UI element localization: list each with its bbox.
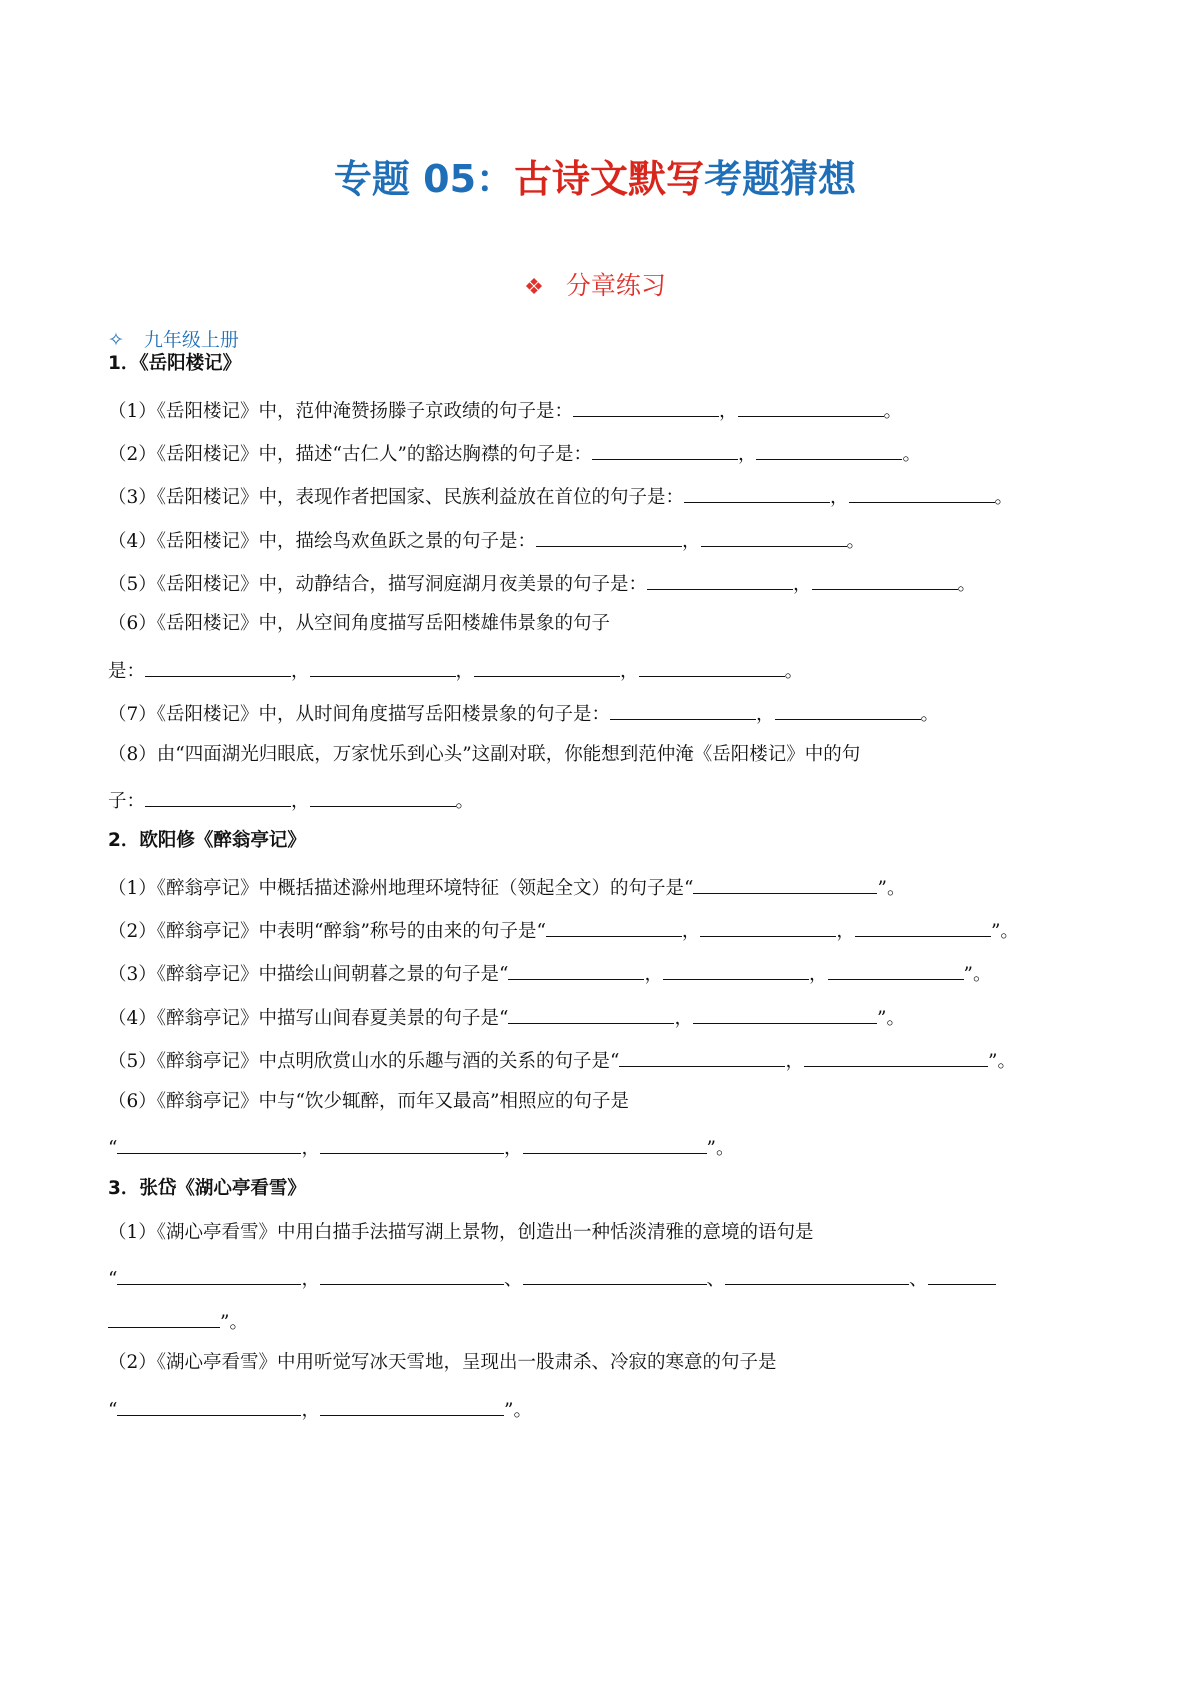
pause-mark: 、 xyxy=(503,1269,523,1290)
question-1-3 xyxy=(108,482,1013,510)
comma: ， xyxy=(681,921,701,942)
answer-blank[interactable] xyxy=(573,396,719,417)
grade-title: 九年级上册 xyxy=(143,329,239,351)
section-heading xyxy=(0,266,1190,302)
section-1-heading: 1．《岳阳楼记》 xyxy=(108,353,242,374)
open-quote: “ xyxy=(108,1269,118,1290)
sparkle-icon: ✧ xyxy=(108,329,124,351)
question-text: （3）《岳阳楼记》中，表现作者把国家、民族利益放在首位的句子是： xyxy=(108,487,685,508)
answer-blank[interactable] xyxy=(684,482,830,503)
answer-blank[interactable] xyxy=(523,1133,707,1154)
question-1-5 xyxy=(108,569,976,597)
question-text: 子： xyxy=(108,791,146,812)
question-3-1-answers xyxy=(108,1264,996,1292)
question-2-1 xyxy=(108,873,905,901)
comma: ， xyxy=(620,661,639,682)
question-text: （2）《醉翁亭记》中表明“醉翁”称号的由来的句子是“ xyxy=(108,921,546,942)
comma: ， xyxy=(301,1138,320,1159)
answer-blank[interactable] xyxy=(145,656,291,677)
answer-blank[interactable] xyxy=(700,916,836,937)
pause-mark: 、 xyxy=(706,1269,726,1290)
question-text: （2）《岳阳楼记》中，描述“古仁人”的豁达胸襟的句子是： xyxy=(108,444,592,465)
title-part-3: 考题猜想 xyxy=(704,157,857,201)
comma: ， xyxy=(682,531,701,552)
comma: ， xyxy=(719,401,738,422)
close-quote: ”。 xyxy=(706,1138,735,1159)
question-3-2-answers xyxy=(108,1395,532,1423)
answer-blank[interactable] xyxy=(508,959,644,980)
comma: ， xyxy=(455,661,475,682)
comma: ， xyxy=(644,964,663,985)
period: 。 xyxy=(846,531,866,552)
question-1-8-answers xyxy=(108,786,474,814)
answer-blank[interactable] xyxy=(812,569,958,590)
comma: ， xyxy=(737,444,757,465)
section-title: 分章练习 xyxy=(565,271,666,300)
answer-blank[interactable] xyxy=(756,439,902,460)
comma: ， xyxy=(809,964,828,985)
period: 。 xyxy=(784,661,804,682)
question-3-1-text: （1）《湖心亭看雪》中用白描手法描写湖上景物，创造出一种恬淡清雅的意境的语句是 xyxy=(108,1222,814,1243)
answer-blank[interactable] xyxy=(523,1264,707,1285)
question-text: （1）《醉翁亭记》中概括描述滁州地理环境特征（领起全文）的句子是“ xyxy=(108,878,694,899)
answer-blank[interactable] xyxy=(320,1133,504,1154)
question-1-4 xyxy=(108,526,865,554)
comma: ， xyxy=(830,487,849,508)
answer-blank[interactable] xyxy=(310,786,456,807)
answer-blank[interactable] xyxy=(849,482,995,503)
question-1-7 xyxy=(108,699,939,727)
question-1-6-answers xyxy=(108,656,803,684)
answer-blank[interactable] xyxy=(145,786,291,807)
answer-blank[interactable] xyxy=(725,1264,909,1285)
comma: ， xyxy=(503,1138,523,1159)
comma: ， xyxy=(301,1269,320,1290)
question-2-6-text: （6）《醉翁亭记》中与“饮少辄醉，而年又最高”相照应的句子是 xyxy=(108,1091,629,1112)
question-2-4 xyxy=(108,1003,905,1031)
open-quote: “ xyxy=(108,1400,118,1421)
period: 。 xyxy=(455,791,475,812)
section-2-heading: 2．欧阳修《醉翁亭记》 xyxy=(108,830,306,851)
question-text: （4）《岳阳楼记》中，描绘鸟欢鱼跃之景的句子是： xyxy=(108,531,537,552)
question-text: （7）《岳阳楼记》中，从时间角度描写岳阳楼景象的句子是： xyxy=(108,704,611,725)
question-1-8-text: （8）由“四面湖光归眼底，万家忧乐到心头”这副对联，你能想到范仲淹《岳阳楼记》中的句 xyxy=(108,744,861,765)
title-part-1: 专题 05： xyxy=(333,157,515,201)
period: 。 xyxy=(994,487,1014,508)
answer-blank[interactable] xyxy=(738,396,884,417)
pause-mark: 、 xyxy=(909,1269,928,1290)
answer-blank[interactable] xyxy=(828,959,964,980)
answer-blank[interactable] xyxy=(701,526,847,547)
question-text: 是： xyxy=(108,661,146,682)
answer-blank[interactable] xyxy=(693,873,877,894)
close-quote: ”。 xyxy=(220,1312,248,1333)
comma: ， xyxy=(301,1400,320,1421)
comma: ， xyxy=(291,791,310,812)
close-quote: ”。 xyxy=(877,1008,905,1029)
answer-blank[interactable] xyxy=(320,1264,504,1285)
answer-blank[interactable] xyxy=(546,916,682,937)
close-quote: ”。 xyxy=(990,921,1019,942)
answer-blank[interactable] xyxy=(117,1133,301,1154)
answer-blank[interactable] xyxy=(508,1003,674,1024)
period: 。 xyxy=(957,574,977,595)
question-2-5 xyxy=(108,1046,1016,1074)
question-text: （3）《醉翁亭记》中描绘山间朝暮之景的句子是“ xyxy=(108,964,509,985)
grade-heading xyxy=(108,325,239,352)
answer-blank[interactable] xyxy=(610,699,756,720)
comma: ， xyxy=(674,1008,693,1029)
page-title xyxy=(0,148,1190,203)
title-part-2: 古诗文默写 xyxy=(514,157,705,201)
answer-blank[interactable] xyxy=(775,699,921,720)
answer-blank[interactable] xyxy=(320,1395,504,1416)
answer-blank[interactable] xyxy=(928,1264,996,1285)
answer-blank[interactable] xyxy=(474,656,620,677)
answer-blank[interactable] xyxy=(693,1003,877,1024)
question-3-2-text: （2）《湖心亭看雪》中用听觉写冰天雪地，呈现出一股肃杀、冷寂的寒意的句子是 xyxy=(108,1352,777,1373)
diamond-icon: ❖ xyxy=(524,275,544,300)
question-2-2 xyxy=(108,916,1019,944)
question-1-6-text: （6）《岳阳楼记》中，从空间角度描写岳阳楼雄伟景象的句子 xyxy=(108,613,611,634)
question-text: （4）《醉翁亭记》中描写山间春夏美景的句子是“ xyxy=(108,1008,509,1029)
answer-blank[interactable] xyxy=(117,1395,301,1416)
question-2-6-answers xyxy=(108,1133,734,1161)
period: 。 xyxy=(883,401,903,422)
open-quote: “ xyxy=(108,1138,118,1159)
period: 。 xyxy=(902,444,921,465)
question-text: （1）《岳阳楼记》中，范仲淹赞扬滕子京政绩的句子是： xyxy=(108,401,574,422)
answer-blank[interactable] xyxy=(310,656,456,677)
comma: ， xyxy=(793,574,812,595)
question-1-1 xyxy=(108,396,902,424)
answer-blank[interactable] xyxy=(663,959,809,980)
question-text: （5）《岳阳楼记》中，动静结合，描写洞庭湖月夜美景的句子是： xyxy=(108,574,648,595)
answer-blank[interactable] xyxy=(619,1046,785,1067)
close-quote: ”。 xyxy=(963,964,992,985)
answer-blank[interactable] xyxy=(647,569,793,590)
answer-blank[interactable] xyxy=(855,916,991,937)
answer-blank[interactable] xyxy=(108,1307,220,1328)
close-quote: ”。 xyxy=(503,1400,532,1421)
question-1-2 xyxy=(108,439,921,467)
question-3-1-answers-cont xyxy=(108,1307,248,1335)
answer-blank[interactable] xyxy=(117,1264,301,1285)
comma: ， xyxy=(836,921,855,942)
comma: ， xyxy=(756,704,775,725)
answer-blank[interactable] xyxy=(639,656,785,677)
close-quote: ”。 xyxy=(988,1051,1016,1072)
answer-blank[interactable] xyxy=(536,526,682,547)
period: 。 xyxy=(920,704,940,725)
section-3-heading: 3．张岱《湖心亭看雪》 xyxy=(108,1178,306,1199)
question-text: （5）《醉翁亭记》中点明欣赏山水的乐趣与酒的关系的句子是“ xyxy=(108,1051,620,1072)
comma: ， xyxy=(785,1051,804,1072)
answer-blank[interactable] xyxy=(804,1046,988,1067)
question-2-3 xyxy=(108,959,991,987)
comma: ， xyxy=(291,661,310,682)
close-quote: ”。 xyxy=(877,878,906,899)
answer-blank[interactable] xyxy=(592,439,738,460)
